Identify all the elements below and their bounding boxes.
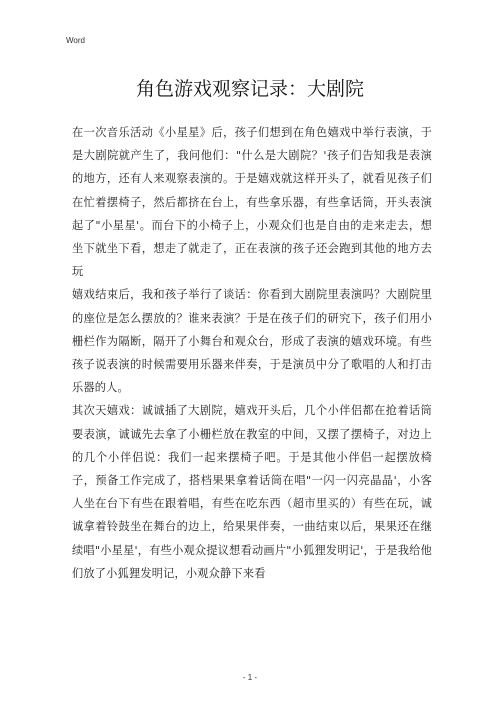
document-title: 角色游戏观察记录：大剧院 xyxy=(135,78,364,100)
paragraph-3: 其次天嬉戏：诚诚插了大剧院，嬉戏开头后，几个小伴侣都在抢着话筒要表演，诚诚先去拿了小栅栏放在教室的中间，又摆了摆椅子，对边上的几个小伴侣说：我们一起来摆椅子吧。于是其他小伴侣一起摆放椅子，预备工作完成了，搭档果果拿着话筒在唱"一闪一闪亮晶晶'，小客人坐在台下有些在跟着唱，有些在吃东西（超市里买的）有些在玩，诚诚拿着铃鼓坐在舞台的边上，给果果伴奏，一曲结束以后，果果还在继续唱"小星星'，有些小观众提议想看动画片"小狐狸发明记'，于是我给他们放了小狐狸发明记，小观众静下来看 xyxy=(72,404,432,580)
page-number: - 1 - xyxy=(242,673,258,682)
header-label: Word xyxy=(66,36,85,45)
document-body xyxy=(72,121,432,585)
paragraph-2: 嬉戏结束后，我和孩子举行了谈话：你看到大剧院里表演吗？大剧院里的座位是怎么摆放的？谁来表演？于是在孩子们的研究下，孩子们用小栅栏作为隔断，隔开了小舞台和观众台，形成了表演的嬉戏环境。有些孩子说表演的时候需要用乐器来伴奏，于是演员中分了歌唱的人和打击乐器的人。 xyxy=(72,288,432,395)
paragraph-1: 在一次音乐活动《小星星》后，孩子们想到在角色嬉戏中举行表演，于是大剧院就产生了，我问他们："什么是大剧院？'孩子们告知我是表演的地方，还有人来观察表演的。于是嬉戏就这样开头了，就看见孩子们在忙着摆椅子，然后都挤在台上，有些拿乐器，有些拿话筒，开头表演起了"小星星'。而台下的小椅子上，小观众们也是自由的走来走去，想坐下就坐下看，想走了就走了，正在表演的孩子还会跑到其他的地方去玩 xyxy=(72,126,432,279)
